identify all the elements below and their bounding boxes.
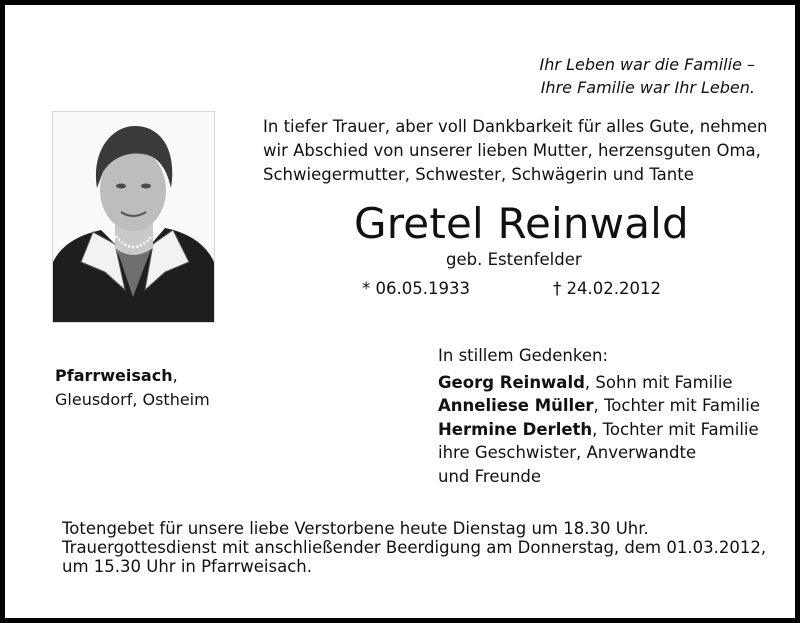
place-block [55,364,210,412]
intro-text [263,115,768,187]
service-line: um 15.30 Uhr in Pfarrweisach. [62,557,312,576]
mourner-entry [438,418,760,442]
mourner-entry [438,394,760,418]
place-others: Gleusdorf, Ostheim [55,390,210,409]
mourner-entry [438,371,760,395]
birth-date: * 06.05.1933 [362,279,470,298]
mourner-relation: , Tochter mit Familie [592,419,759,439]
motto-line: Ihr Leben war die Familie – [539,55,755,74]
mourners-extra: und Freunde [438,466,542,486]
mourners-heading: In stillem Gedenken: [438,346,609,365]
portrait-photo-image [53,112,214,322]
portrait-photo [52,111,215,323]
motto-line: Ihre Familie war Ihr Leben. [540,78,755,97]
death-date: † 24.02.2012 [553,279,661,298]
intro-line: In tiefer Trauer, aber voll Dankbarkeit für alles Gute, nehmen [263,117,768,136]
intro-line: wir Abschied von unserer lieben Mutter, herzensguten Oma, [263,141,761,160]
motto [540,53,755,99]
mourner-relation: , Sohn mit Familie [584,372,733,392]
place-main: Pfarrweisach [55,366,173,385]
mourner-name: Anneliese Müller [438,396,594,415]
mourner-name: Georg Reinwald [438,372,585,392]
birth-name: geb. Estenfelder [446,250,582,269]
deceased-name: Gretel Reinwald [354,199,689,248]
intro-line: Schwiegermutter, Schwester, Schwägerin und Tante [263,165,694,184]
service-line: Totengebet für unsere liebe Verstorbene heute Dienstag um 18.30 Uhr. [62,519,649,538]
mourners-block [438,344,760,488]
mourner-relation: , Tochter mit Familie [593,396,761,415]
service-info [62,519,766,576]
mourner-name: Hermine Derleth [438,419,593,439]
place-main-line: Pfarrweisach, [55,366,178,385]
service-line: Trauergottesdienst mit anschließender Beerdigung am Donnerstag, dem 01.03.2012, [62,538,767,557]
mourners-extra: ihre Geschwister, Anverwandte [438,443,697,462]
